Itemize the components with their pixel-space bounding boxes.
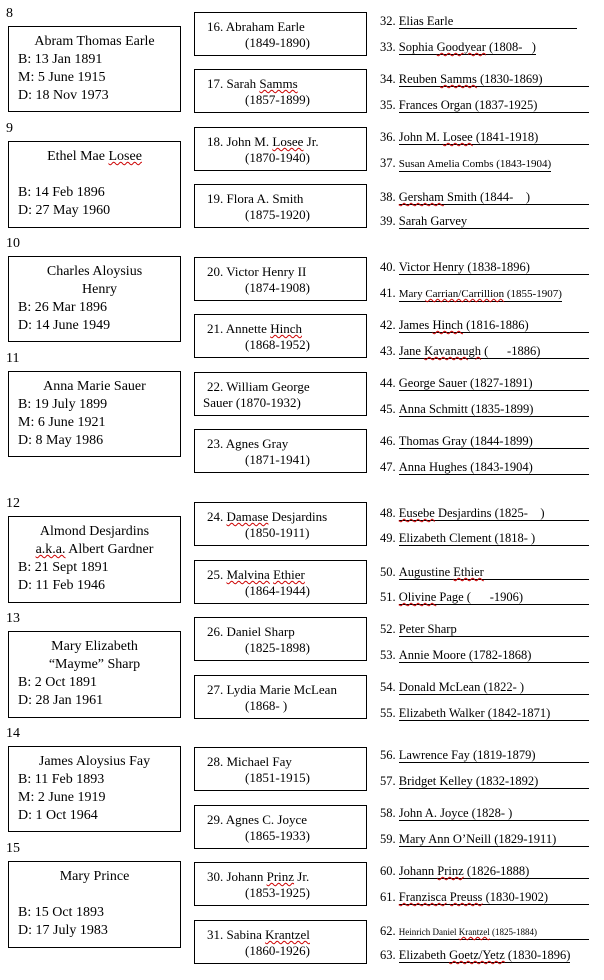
ancestor-number: 34. [380,72,396,86]
ancestor-number: 43. [380,344,396,358]
ancestor-41 [380,286,592,302]
blank-line [9,886,180,904]
parent-name: 24. Damase Desjardins [207,509,328,524]
ancestor-name: Donald McLean (1822- ) [399,680,589,695]
person-name: James Aloysius Fay [38,754,151,769]
death-line: D: 11 Feb 1946 [18,578,105,593]
birth-line: B: 11 Feb 1893 [18,772,105,787]
ancestor-name: Victor Henry (1838-1896) [399,260,589,275]
parent-box-27 [194,675,367,719]
person-box-9 [8,141,181,228]
ancestor-name: Heinrich Daniel Krantzel (1825-1884) [399,925,589,940]
surname: Ethier [273,567,305,582]
surname: Goodyear [436,40,486,54]
ancestor-46 [380,434,592,449]
ancestor-56 [380,748,592,763]
ancestor-57 [380,774,592,789]
surname: Krantzel [458,927,490,937]
death-line: D: 27 May 1960 [18,203,111,218]
surname: Hinch [432,318,463,332]
person-box-12 [8,516,181,603]
given-name: Malvina [226,567,270,582]
ancestor-name: Sophia Goodyear (1808- ) [398,40,536,54]
ancestor-name: Anna Schmitt (1835-1899) [399,402,589,417]
surname: Losee [442,130,473,144]
ancestor-39 [380,214,592,229]
marriage-line: M: 6 June 1921 [18,415,106,430]
ancestor-number: 48. [380,506,396,520]
birth-line: B: 19 July 1899 [18,397,108,412]
parent-dates: (1871-1941) [245,452,310,467]
ancestor-name: James Hinch (1816-1886) [399,318,589,333]
ancestor-60 [380,864,592,879]
ancestor-number: 49. [380,531,396,545]
ancestor-number: 51. [380,590,396,604]
person-name-line-2: Henry [82,282,117,297]
parent-dates: (1850-1911) [245,525,310,540]
parent-dates: (1853-1925) [245,885,310,900]
ancestor-name: Elizabeth Clement (1818- ) [399,531,589,546]
ancestor-name: Bridget Kelley (1832-1892) [399,774,589,789]
blank-line [9,166,180,184]
ancestor-name: Olivine Page ( -1906) [399,590,589,605]
parent-dates: (1825-1898) [245,640,310,655]
parent-dates: (1864-1944) [245,583,310,598]
parent-name: 23. Agnes Gray [207,436,289,451]
person-name: Mary Prince [59,869,130,884]
ancestor-name: Jane Kavanaugh ( -1886) [399,344,589,359]
ancestor-40 [380,260,592,275]
parent-name: 21. Annette Hinch [207,321,302,336]
ancestor-48 [380,506,592,521]
generation-number-15: 15 [6,841,20,856]
parent-box-22 [194,372,367,416]
ancestor-number: 60. [380,864,396,878]
surname: Preuss [449,890,483,904]
person-name: Abram Thomas Earle [34,34,155,49]
ancestor-number: 39. [380,214,396,228]
surname: Losee [108,149,142,164]
ancestor-name: Susan Amelia Combs (1843-1904) [398,158,552,170]
surname: Prinz [266,869,295,884]
surname: Carrian/Carrillion [425,288,505,300]
parent-box-21 [194,314,367,358]
ancestor-name: Mary Ann O’Neill (1829-1911) [399,832,589,847]
ancestor-name: Anna Hughes (1843-1904) [399,460,589,475]
parent-box-20 [194,257,367,301]
death-line: D: 28 Jan 1961 [18,693,104,708]
ancestor-61 [380,890,592,905]
parent-dates: (1860-1926) [245,943,310,958]
ancestor-name: Elizabeth Goetz/Yetz (1830-1896) [398,948,571,962]
generation-number-10: 10 [6,236,20,251]
ancestor-number: 53. [380,648,396,662]
parent-dates: (1851-1915) [245,770,310,785]
person-name: Mary Elizabeth [51,639,138,654]
ancestor-number: 38. [380,190,396,204]
birth-line: B: 2 Oct 1891 [18,675,97,690]
ancestor-number: 57. [380,774,396,788]
ancestor-name: Mary Carrian/Carrillion (1855-1907) [398,288,562,300]
parent-box-28 [194,747,367,791]
ancestor-37 [380,156,592,172]
parent-name: 17. Sarah Samms [207,76,298,91]
death-line: D: 18 Nov 1973 [18,88,109,103]
ancestor-51 [380,590,592,605]
surname: Samms [259,76,298,91]
ancestor-name: Thomas Gray (1844-1899) [399,434,589,449]
marriage-line: M: 5 June 1915 [18,70,106,85]
ancestor-number: 36. [380,130,396,144]
aka-text: a.k.a. [35,542,66,557]
person-box-10 [8,256,181,342]
ancestor-name: Franzisca Preuss (1830-1902) [399,890,589,905]
ancestor-number: 42. [380,318,396,332]
ancestor-number: 63. [380,948,396,962]
person-box-13 [8,631,181,718]
generation-number-11: 11 [6,351,20,366]
ancestor-name: John A. Joyce (1828- ) [399,806,589,821]
surname: Ethier [453,565,484,579]
ancestor-number: 37. [380,156,396,170]
parent-name: 18. John M. Losee Jr. [207,134,319,149]
ancestor-number: 56. [380,748,396,762]
birth-line: B: 26 Mar 1896 [18,300,108,315]
parent-name: 31. Sabina Krantzel [207,927,310,942]
ancestor-44 [380,376,592,391]
parent-dates: (1849-1890) [245,35,310,50]
person-box-8 [8,26,181,112]
parent-dates: Sauer (1870-1932) [203,395,301,410]
ancestor-38 [380,190,592,205]
ancestor-name: John M. Losee (1841-1918) [399,130,589,145]
ancestor-50 [380,565,592,580]
surname: Kavanaugh [424,344,482,358]
generation-number-14: 14 [6,726,20,741]
death-line: D: 1 Oct 1964 [18,808,98,823]
parent-box-29 [194,805,367,849]
ancestor-number: 32. [380,14,396,28]
ancestor-62 [380,924,592,940]
ancestor-name: Johann Prinz (1826-1888) [399,864,589,879]
given-name: Gersham [398,190,444,204]
ancestor-name: Annie Moore (1782-1868) [399,648,589,663]
surname: Goetz/Yetz [449,948,505,962]
ancestor-52 [380,622,592,637]
given-name: Franzisca [398,890,447,904]
person-name: Charles Aloysius [46,264,143,279]
ancestor-name: Eusebe Desjardins (1825- ) [399,506,589,521]
parent-dates: (1868-1952) [245,337,310,352]
birth-line: B: 15 Oct 1893 [18,905,104,920]
parent-box-23 [194,429,367,473]
given-name: Eusebe [398,506,435,520]
ancestor-58 [380,806,592,821]
ancestor-number: 44. [380,376,396,390]
ancestor-name: Elias Earle [399,14,577,29]
parent-dates: (1870-1940) [245,150,310,165]
parent-name: 16. Abraham Earle [207,19,305,34]
ancestor-name: Elizabeth Walker (1842-1871) [399,706,589,721]
parent-box-31 [194,920,367,964]
parent-name: 26. Daniel Sharp [207,624,295,639]
person-name-line-2: a.k.a. Albert Gardner [35,542,154,557]
parent-dates: (1868- ) [245,698,288,713]
parent-box-17 [194,69,367,113]
parent-dates: (1875-1920) [245,207,310,222]
person-name: Anna Marie Sauer [43,379,146,394]
ancestor-name: George Sauer (1827-1891) [399,376,589,391]
ancestor-42 [380,318,592,333]
ancestor-43 [380,344,592,359]
parent-box-25 [194,560,367,604]
parent-name: 25. Malvina Ethier [207,567,305,582]
ancestor-45 [380,402,592,417]
ancestor-number: 35. [380,98,396,112]
ancestor-number: 46. [380,434,396,448]
ancestor-47 [380,460,592,475]
ancestor-name: Augustine Ethier [399,565,589,580]
ancestor-name: Reuben Samms (1830-1869) [399,72,589,87]
parent-dates: (1874-1908) [245,280,310,295]
death-line: D: 8 May 1986 [18,433,104,448]
parent-box-30 [194,862,367,906]
parent-dates: (1865-1933) [245,828,310,843]
parent-box-18 [194,127,367,171]
ancestor-53 [380,648,592,663]
birth-line: B: 13 Jan 1891 [18,52,103,67]
ancestor-number: 55. [380,706,396,720]
death-line: D: 17 July 1983 [18,923,108,938]
death-line: D: 14 June 1949 [18,318,111,333]
ancestor-number: 33. [380,40,396,54]
ancestor-number: 61. [380,890,396,904]
ancestor-number: 50. [380,565,396,579]
parent-name: 30. Johann Prinz Jr. [207,869,310,884]
generation-number-13: 13 [6,611,20,626]
parent-name: 22. William George [207,379,310,394]
parent-box-16 [194,12,367,56]
parent-box-19 [194,184,367,228]
ancestor-34 [380,72,592,87]
parent-box-26 [194,617,367,661]
ancestor-name: Gersham Smith (1844- ) [399,190,589,205]
surname: Prinz [437,864,464,878]
parent-name: 28. Michael Fay [207,754,292,769]
person-box-15 [8,861,181,948]
parent-name: 20. Victor Henry II [207,264,307,279]
ancestor-number: 54. [380,680,396,694]
parent-box-24 [194,502,367,546]
surname: Krantzel [265,927,310,942]
ancestor-33 [380,40,592,55]
ancestor-49 [380,531,592,546]
ancestor-number: 62. [380,924,396,938]
ancestor-name: Frances Organ (1837-1925) [399,98,589,113]
ancestor-32 [380,14,592,29]
ancestor-number: 41. [380,286,396,300]
ancestor-63 [380,948,592,963]
surname: Losee [272,134,304,149]
ancestor-54 [380,680,592,695]
ancestor-number: 59. [380,832,396,846]
ancestor-36 [380,130,592,145]
parent-dates: (1857-1899) [245,92,310,107]
person-name: Almond Desjardins [39,524,150,539]
ancestor-55 [380,706,592,721]
ancestor-number: 52. [380,622,396,636]
surname: Samms [440,72,477,86]
ancestor-number: 40. [380,260,396,274]
person-name-line-2: “Mayme” Sharp [48,657,141,672]
person-box-11 [8,371,181,457]
parent-name: 19. Flora A. Smith [207,191,304,206]
ancestor-name: Sarah Garvey [399,214,589,229]
ancestor-name: Peter Sharp [399,622,589,637]
ancestor-35 [380,98,592,113]
given-name: Olivine [398,590,437,604]
birth-line: B: 14 Feb 1896 [18,185,105,200]
ancestor-number: 58. [380,806,396,820]
ancestor-number: 47. [380,460,396,474]
generation-number-9: 9 [6,121,13,136]
ancestor-number: 45. [380,402,396,416]
generation-number-12: 12 [6,496,20,511]
person-name: Ethel Mae Losee [47,149,142,164]
birth-line: B: 21 Sept 1891 [18,560,109,575]
given-name: Damase [226,509,269,524]
marriage-line: M: 2 June 1919 [18,790,106,805]
surname: Hinch [270,321,302,336]
ancestor-59 [380,832,592,847]
person-box-14 [8,746,181,832]
generation-number-8: 8 [6,6,13,21]
parent-name: 27. Lydia Marie McLean [207,682,337,697]
parent-name: 29. Agnes C. Joyce [207,812,308,827]
ancestor-name: Lawrence Fay (1819-1879) [399,748,589,763]
